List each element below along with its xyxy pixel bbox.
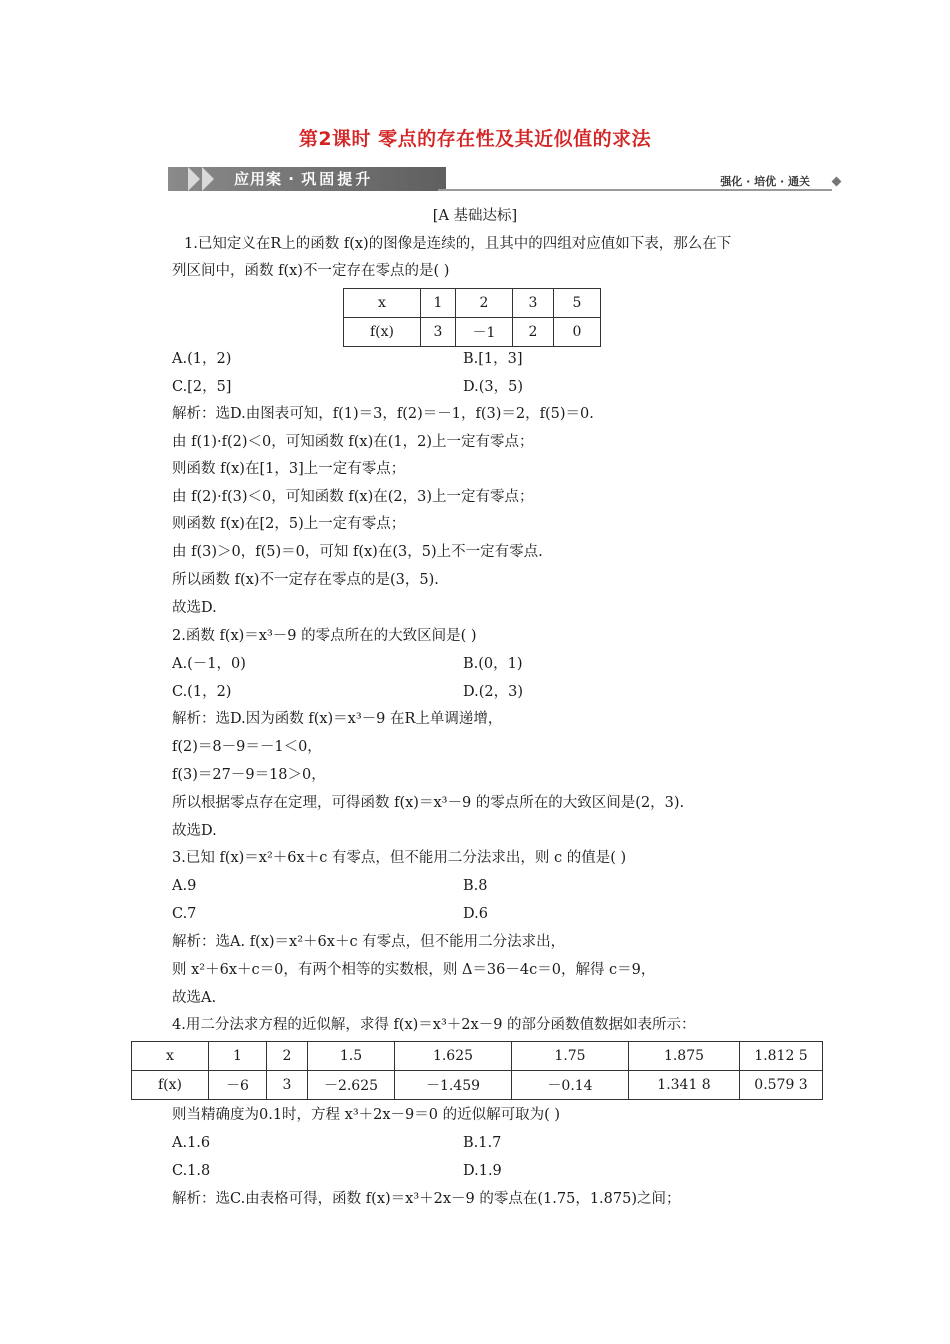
- table-row: [344, 318, 601, 347]
- q4-analysis-line: 解析：选C.由表格可得，函数 f(x)＝x³＋2x－9 的零点在(1.75，1.875)之间；: [172, 1191, 681, 1207]
- table-cell: 1.812 5: [740, 1042, 823, 1071]
- table-cell: 2: [513, 318, 554, 347]
- table-cell: －2.625: [308, 1071, 395, 1100]
- table-cell: 5: [554, 289, 601, 318]
- table-cell: 1.75: [512, 1042, 629, 1071]
- q3-option-c: C.7: [172, 906, 197, 922]
- table-cell: f(x): [344, 318, 421, 347]
- q2-option-a: A.(－1，0): [172, 656, 246, 672]
- section-banner: [168, 164, 840, 194]
- table-cell: 2: [456, 289, 513, 318]
- section-heading: [A 基础达标]: [432, 208, 518, 224]
- q1-option-a: A.(1，2): [172, 351, 232, 367]
- table-cell: 0.579 3: [740, 1071, 823, 1100]
- table-cell: f(x): [132, 1071, 209, 1100]
- q1-analysis-line: 所以函数 f(x)不一定存在零点的是(3，5).: [172, 572, 439, 588]
- q3-option-d: D.6: [463, 906, 488, 922]
- banner-right-label: 强化 · 培优 · 通关: [720, 175, 810, 188]
- q3-analysis-line: 故选A.: [172, 990, 217, 1006]
- chevron-right-icon: [188, 167, 200, 191]
- table-cell: 1.625: [395, 1042, 512, 1071]
- table-cell: －0.14: [512, 1071, 629, 1100]
- q2-analysis-line: f(3)＝27－9＝18＞0，: [172, 767, 326, 783]
- table-cell: x: [132, 1042, 209, 1071]
- q2-analysis-line: f(2)＝8－9＝－1＜0，: [172, 739, 322, 755]
- q4-value-table: [131, 1041, 823, 1100]
- table-row: [344, 289, 601, 318]
- table-cell: 1: [209, 1042, 267, 1071]
- q1-analysis-line: 则函数 f(x)在[1，3]上一定有零点；: [172, 461, 406, 477]
- chevron-right-icon: [202, 167, 214, 191]
- q2-option-c: C.(1，2): [172, 684, 232, 700]
- q2-option-b: B.(0，1): [463, 656, 523, 672]
- table-cell: 3: [267, 1071, 308, 1100]
- q1-option-b: B.[1，3]: [463, 351, 523, 367]
- table-cell: 1.5: [308, 1042, 395, 1071]
- table-cell: 1.341 8: [629, 1071, 740, 1100]
- banner-sub: 巩固提升: [301, 170, 374, 188]
- q2-analysis-line: 故选D.: [172, 823, 217, 839]
- q1-option-c: C.[2，5]: [172, 379, 232, 395]
- table-cell: 1: [421, 289, 456, 318]
- q2-analysis-line: 解析：选D.因为函数 f(x)＝x³－9 在R上单调递增，: [172, 711, 503, 727]
- table-cell: 2: [267, 1042, 308, 1071]
- q3-analysis-line: 则 x²＋6x＋c＝0，有两个相等的实数根，则 Δ＝36－4c＝0，解得 c＝9，: [172, 962, 656, 978]
- table-row: [132, 1071, 823, 1100]
- q2-analysis-line: 所以根据零点存在定理，可得函数 f(x)＝x³－9 的零点所在的大致区间是(2，3).: [172, 795, 685, 811]
- q1-analysis-line: 则函数 f(x)在[2，5)上一定有零点；: [172, 516, 406, 532]
- q4-option-c: C.1.8: [172, 1163, 211, 1179]
- table-cell: x: [344, 289, 421, 318]
- table-cell: －6: [209, 1071, 267, 1100]
- q4-stem-line-2: 则当精确度为0.1时，方程 x³＋2x－9＝0 的近似解可取为( ): [172, 1107, 561, 1123]
- banner-dot: ·: [288, 170, 295, 188]
- q4-stem: 4.用二分法求方程的近似解，求得 f(x)＝x³＋2x－9 的部分函数值数据如表所示：: [172, 1017, 696, 1033]
- table-cell: 1.875: [629, 1042, 740, 1071]
- q4-option-a: A.1.6: [172, 1135, 211, 1151]
- q1-analysis-line: 由 f(2)·f(3)＜0，可知函数 f(x)在(2，3)上一定有零点；: [172, 489, 534, 505]
- table-cell: 0: [554, 318, 601, 347]
- table-cell: －1: [456, 318, 513, 347]
- q1-stem-line-2: 列区间中，函数 f(x)不一定存在零点的是( ): [172, 263, 450, 279]
- table-row: [132, 1042, 823, 1071]
- q3-analysis-line: 解析：选A. f(x)＝x²＋6x＋c 有零点，但不能用二分法求出，: [172, 934, 566, 950]
- table-cell: 3: [421, 318, 456, 347]
- q2-option-d: D.(2，3): [463, 684, 523, 700]
- table-cell: 3: [513, 289, 554, 318]
- q1-option-d: D.(3，5): [463, 379, 523, 395]
- q1-analysis-line: 解析：选D.由图表可知，f(1)＝3，f(2)＝－1，f(3)＝2，f(5)＝0.: [172, 406, 594, 422]
- q4-option-b: B.1.7: [463, 1135, 502, 1151]
- q2-stem: 2.函数 f(x)＝x³－9 的零点所在的大致区间是( ): [172, 628, 477, 644]
- q1-analysis-line: 由 f(3)＞0，f(5)＝0，可知 f(x)在(3，5)上不一定有零点.: [172, 544, 543, 560]
- q3-stem: 3.已知 f(x)＝x²＋6x＋c 有零点，但不能用二分法求出，则 c 的值是( ): [172, 850, 627, 866]
- q1-analysis-line: 由 f(1)·f(2)＜0，可知函数 f(x)在(1，2)上一定有零点；: [172, 434, 534, 450]
- q3-option-b: B.8: [463, 878, 488, 894]
- banner-main: 应用案: [234, 170, 283, 188]
- q1-analysis-line: 故选D.: [172, 600, 217, 616]
- banner-label: [234, 167, 373, 191]
- q3-option-a: A.9: [172, 878, 197, 894]
- page-title: 第2课时 零点的存在性及其近似值的求法: [298, 128, 652, 150]
- diamond-icon: [832, 177, 842, 187]
- q1-value-table: [343, 288, 601, 347]
- q1-stem-line-1: 1.已知定义在R上的函数 f(x)的图像是连续的，且其中的四组对应值如下表，那么在下: [184, 236, 732, 252]
- q4-option-d: D.1.9: [463, 1163, 502, 1179]
- table-cell: －1.459: [395, 1071, 512, 1100]
- banner-rule: [438, 189, 832, 191]
